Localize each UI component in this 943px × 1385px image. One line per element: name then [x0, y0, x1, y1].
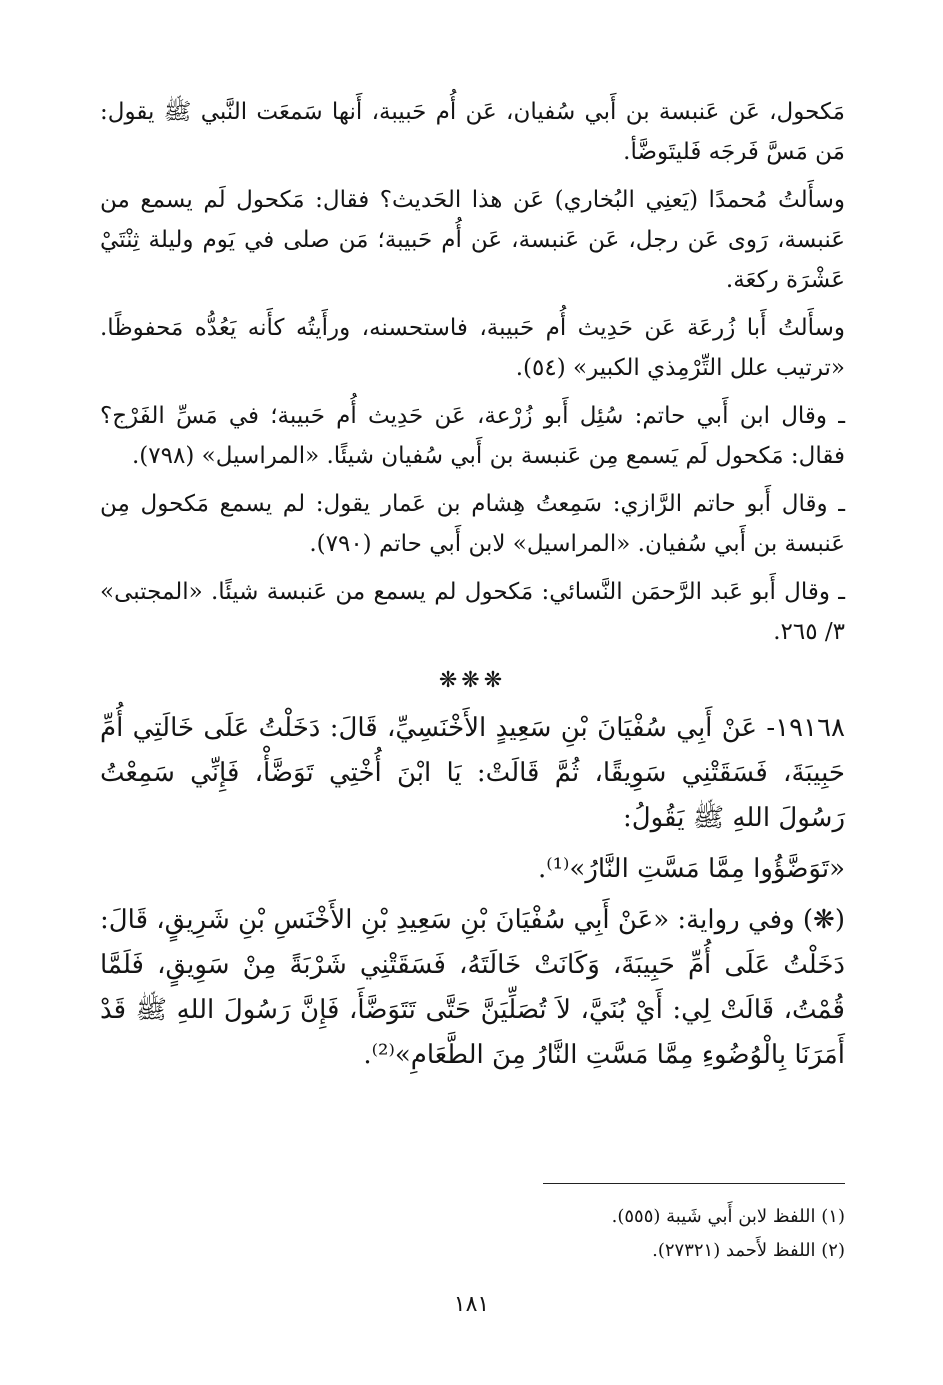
hadith-variant: (❋) وفي رواية: «عَنْ أَبِي سُفْيَانَ بْنِ سَعِيدِ بْنِ الأَخْنَسِ بْنِ شَرِيقٍ، قَالَ: دَخَلْتُ عَلَى أُمِّ حَبِيبَةَ، وَكَانَتْ خَالَتَهُ، فَسَقَتْنِي شَرْبَةً مِنْ سَوِيقٍ، فَلَمَّا قُمْتُ، قَالَتْ لِي: أَيْ بُنَيَّ، لاَ تُصَلِّيَنَّ حَتَّى تَتَوَضَّأَ، فَإِنَّ رَسُولَ اللهِ ﷺ قَدْ أَمَرَنَا بِالْوُضُوءِ مِمَّا مَسَّتِ النَّارُ مِنَ الطَّعَامِ»⁽²⁾. [100, 905, 845, 1070]
page-number: ١٨١ [453, 1292, 490, 1317]
footnote-2: (٢) اللفظ لأَحمد (٢٧٣٢١). [652, 1240, 845, 1261]
main-text [100, 92, 845, 1084]
commentary-paragraph: مَكحول، عَن عَنبسة بن أَبي سُفيان، عَن أُم حَبيبة، أَنها سَمعَت النَّبي ﷺ يقول: مَن مَسَّ فَرجَه فَليتَوضَّأ. [100, 99, 845, 165]
hadith-block [100, 706, 845, 1078]
commentary-paragraph: ـ وقال أَبو حاتم الرَّازي: سَمِعتُ هِشام بن عَمار يقول: لم يسمع مَكحول مِن عَنبسة بن أَبي سُفيان. «المراسيل» لابن أَبي حاتم (٧٩٠). [100, 491, 845, 557]
commentary-paragraph: وسأَلتُ مُحمدًا (يَعنِي البُخاري) عَن هذا الحَديث؟ فقال: مَكحول لَم يسمع من عَنبسة، رَوى عَن رجل، عَن عَنبسة، عَن أُم حَبيبة؛ مَن صلى في يَوم وليلة ثِنْتَيْ عَشْرَة ركعَة. [100, 187, 845, 293]
footnote-1: (١) اللفظ لابن أَبي شَيبة (٥٥٥). [611, 1206, 845, 1227]
commentary-paragraph: ـ وقال أَبو عَبد الرَّحمَن النَّسائي: مَكحول لم يسمع من عَنبسة شيئًا. «المجتبى» ٣/ ٢٦٥. [100, 579, 845, 645]
section-separator: ❋❋❋ [438, 668, 507, 693]
footnotes [480, 1200, 845, 1268]
footnote-divider [543, 1183, 845, 1184]
hadith-paragraph: ١٩١٦٨- عَنْ أَبِي سُفْيَانَ بْنِ سَعِيدٍ الأَخْنَسِيِّ، قَالَ: دَخَلْتُ عَلَى خَالَتِي أُمِّ حَبِيبَةَ، فَسَقَتْنِي سَوِيقًا، ثُمَّ قَالَتْ: يَا ابْنَ أُخْتِي تَوَضَّأْ، فَإِنِّي سَمِعْتُ رَسُولَ اللهِ ﷺ يَقُولُ: [100, 713, 845, 833]
commentary-paragraph: ـ وقال ابن أَبي حاتم: سُئِل أَبو زُرْعة، عَن حَدِيث أُم حَبيبة؛ في مَسِّ الفَرْج؟ فقال: مَكحول لَم يَسمع مِن عَنبسة بن أَبي سُفيان شيئًا. «المراسيل» (٧٩٨). [100, 403, 845, 469]
commentary-paragraph: وسأَلتُ أَبا زُرعَة عَن حَدِيث أُم حَبيبة، فاستحسنه، ورأَيتُه كأَنه يَعُدُّه مَحفوظًا. «ترتيب علل التِّرْمِذي الكبير» (٥٤). [100, 315, 845, 381]
hadith-quote: «تَوَضَّؤُوا مِمَّا مَسَّتِ النَّارُ»⁽¹⁾. [537, 854, 845, 884]
